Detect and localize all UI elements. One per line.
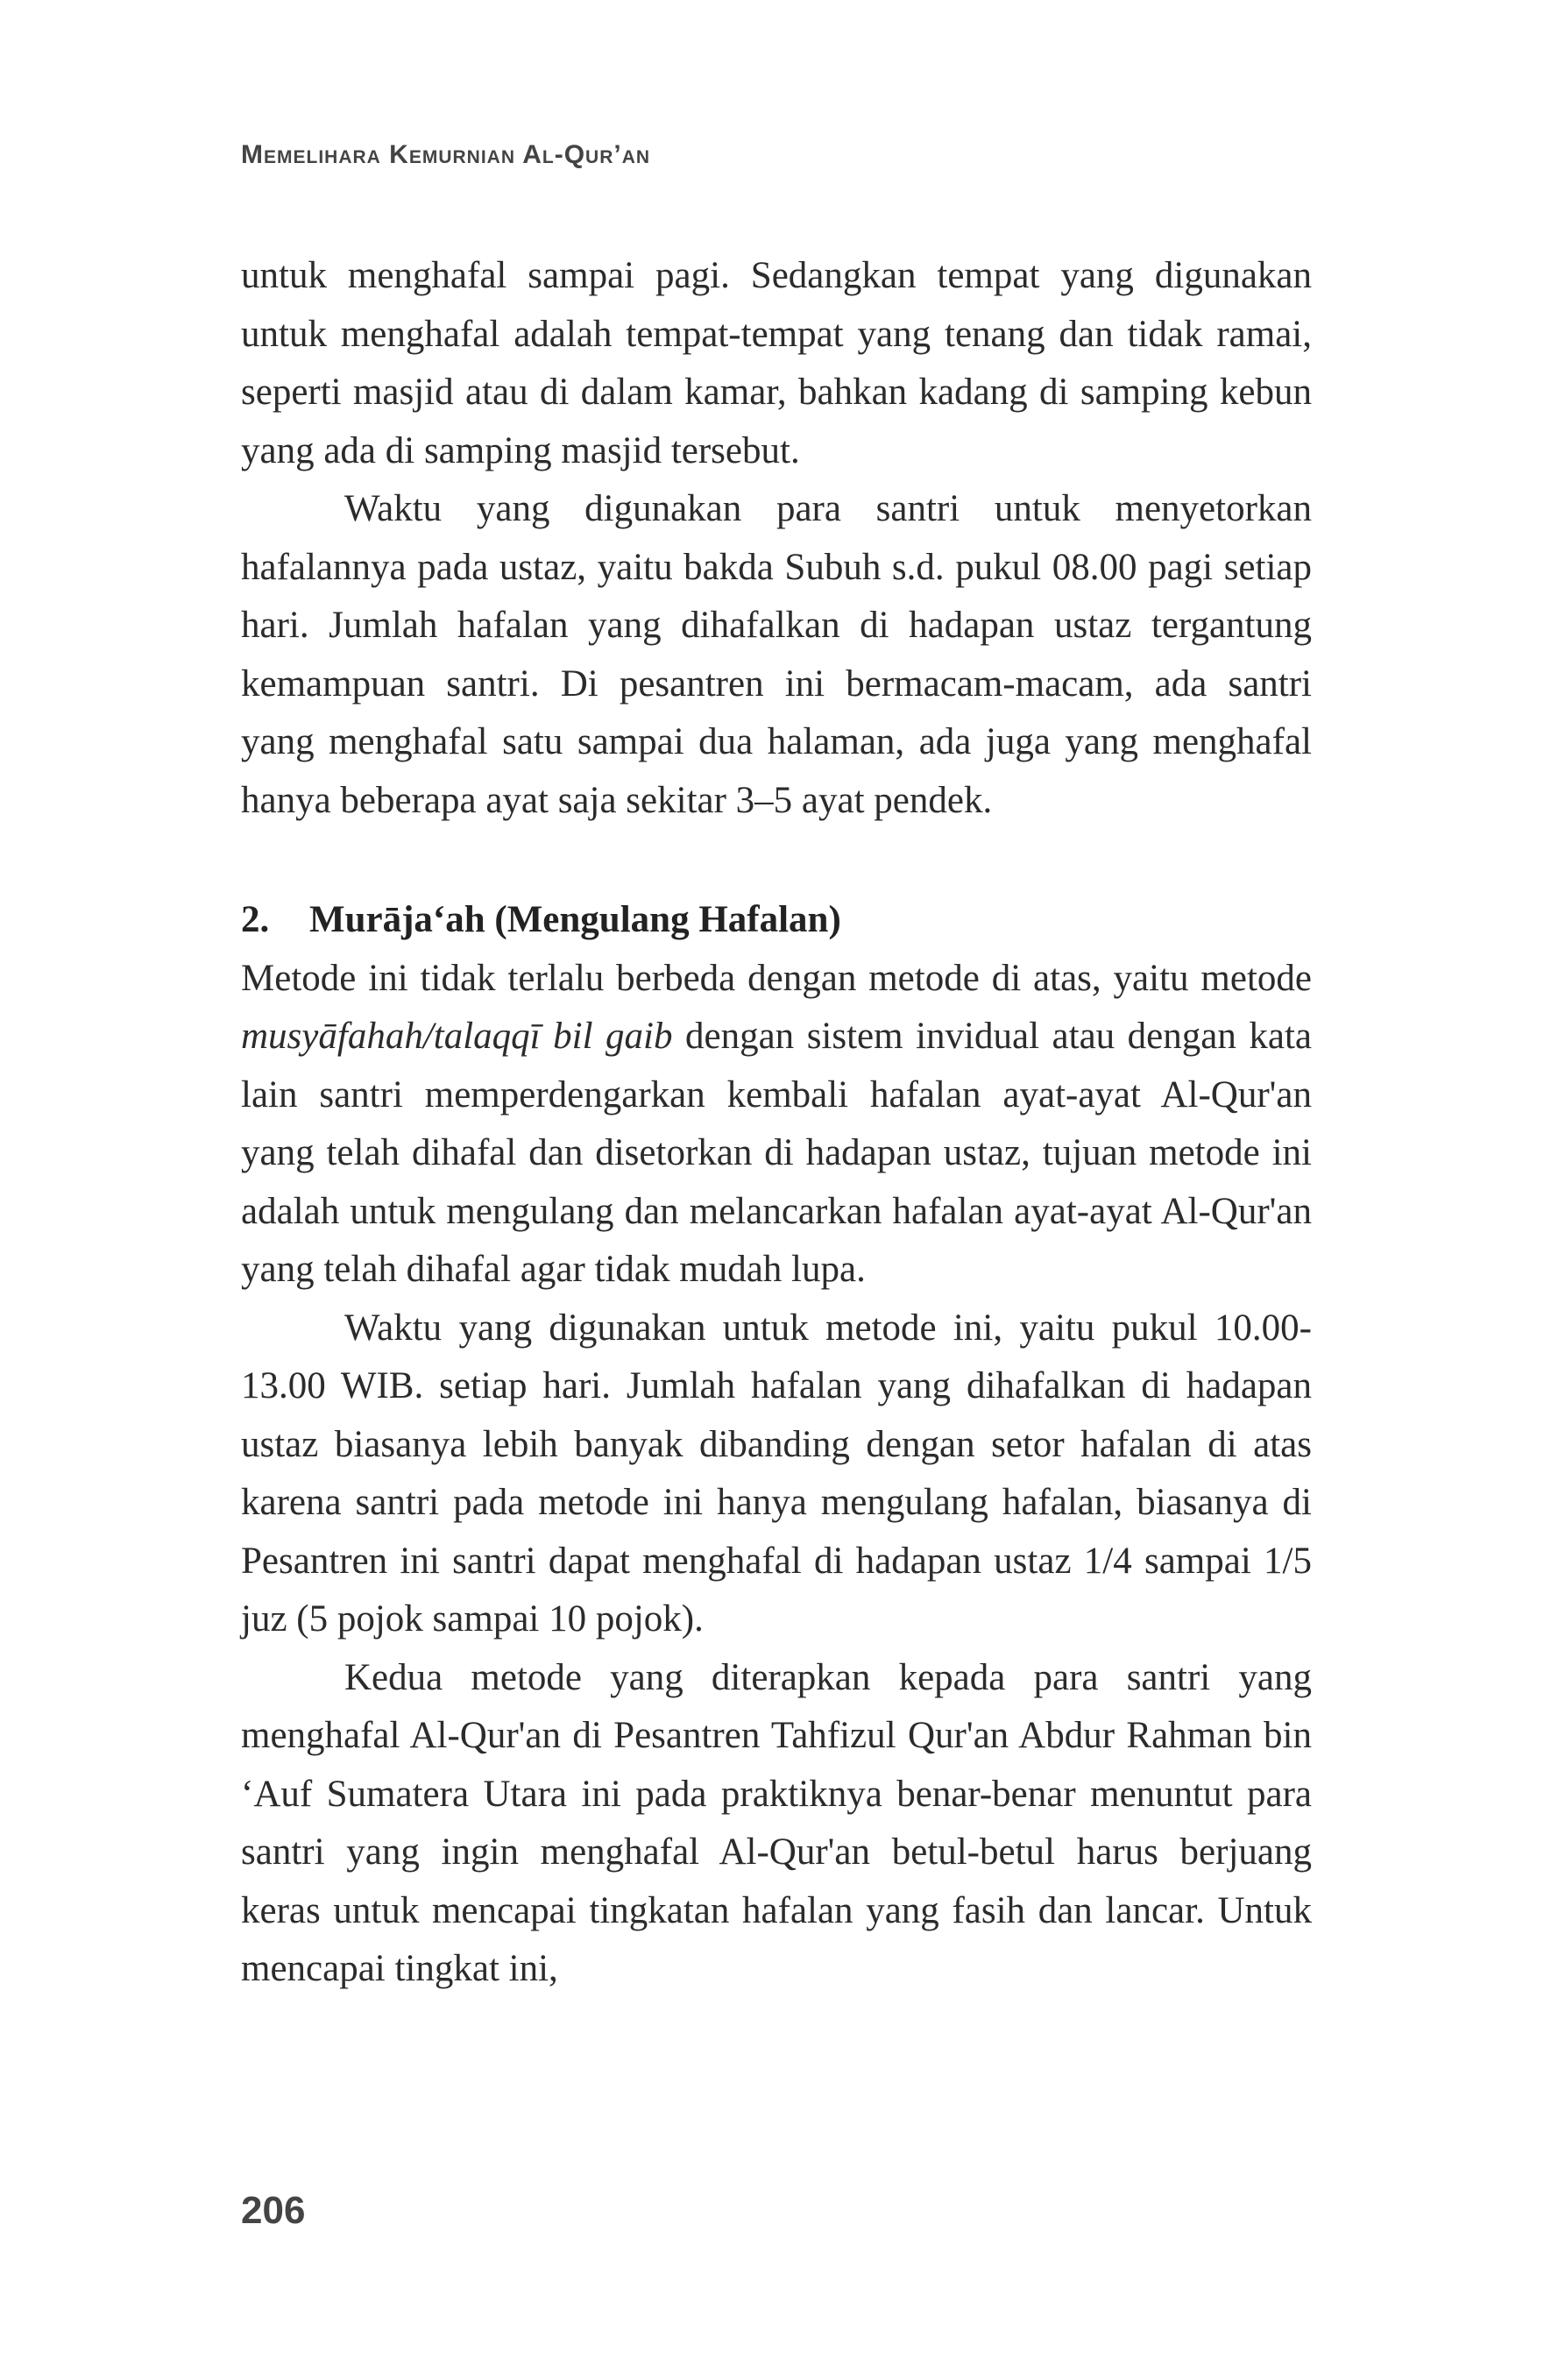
- running-head-title: Memelihara Kemurnian Al-Qur’an: [241, 140, 651, 169]
- paragraph-text: Metode ini tidak terlalu berbeda dengan metode di atas, yaitu metode: [241, 957, 1312, 999]
- paragraph: Waktu yang digunakan untuk metode ini, yaitu pukul 10.00-13.00 WIB. setiap hari. Jumlah hafalan yang dihafalkan di hadapan ustaz biasanya lebih banyak dibanding dengan setor hafalan di atas karena santri pada metode ini hanya mengulang hafalan, biasanya di Pesantren ini santri dapat menghafal di hadapan ustaz 1/4 sampai 1/5 juz (5 pojok sampai 10 pojok).: [241, 1307, 1312, 1640]
- section-heading: [241, 891, 1312, 950]
- page-number: 206: [241, 2189, 306, 2232]
- body-text: [241, 247, 1312, 1999]
- paragraph-text: dengan sistem invidual atau dengan kata lain santri memperdengarkan kembali hafalan ayat-ayat Al-Qur'an yang telah dihafal dan disetorkan di hadapan ustaz, tujuan metode ini adalah untuk mengulang dan melancarkan hafalan ayat-ayat Al-Qur'an yang telah dihafal agar tidak mudah lupa.: [241, 1016, 1312, 1290]
- paragraph: Kedua metode yang diterapkan kepada para santri yang menghafal Al-Qur'an di Pesantren Tahfizul Qur'an Abdur Rahman bin ‘Auf Sumatera Utara ini pada praktiknya benar-benar menuntut para santri yang ingin menghafal Al-Qur'an betul-betul harus berjuang keras untuk mencapai tingkatan hafalan yang fasih dan lancar. Untuk mencapai tingkat ini,: [241, 1656, 1312, 1989]
- paragraph: untuk menghafal sampai pagi. Sedangkan tempat yang digunakan untuk menghafal adalah tempat-tempat yang tenang dan tidak ramai, seperti masjid atau di dalam kamar, bahkan kadang di samping kebun yang ada di samping masjid tersebut.: [241, 255, 1312, 471]
- section-title: Murāja‘ah (Mengulang Hafalan): [309, 899, 841, 940]
- paragraph: [241, 950, 1312, 1300]
- italic-term: musyāfahah/talaqqī bil gaib: [241, 1016, 673, 1057]
- paragraph: Waktu yang digunakan para santri untuk menyetorkan hafalannya pada ustaz, yaitu bakda Subuh s.d. pukul 08.00 pagi setiap hari. Jumlah hafalan yang dihafalkan di hadapan ustaz tergantung kemampuan santri. Di pesantren ini bermacam-macam, ada santri yang menghafal satu sampai dua halaman, ada juga yang menghafal hanya beberapa ayat saja sekitar 3–5 ayat pendek.: [241, 488, 1312, 821]
- section-number: 2.: [241, 899, 270, 940]
